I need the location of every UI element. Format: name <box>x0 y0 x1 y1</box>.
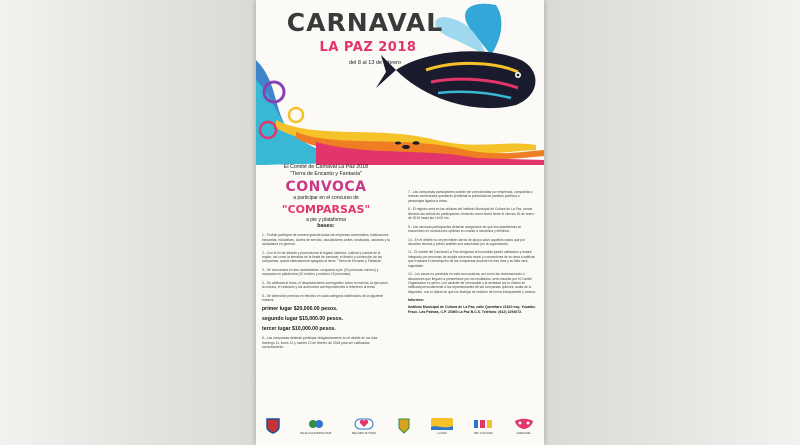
rule-9: 9.- Las carrozas participantes deberán asegurarse de que sus plataformas se encuentren en condiciones óptimas en cuanto a mecánica y eléctrica. <box>408 224 522 234</box>
modality-text: a pie y plataforma <box>306 216 346 223</box>
la-paz-wordmark-icon <box>431 418 453 430</box>
prize-second: segundo lugar $15,000.00 pesos. <box>262 316 344 323</box>
small-fish-1 <box>402 145 410 149</box>
rule-8: 8.- El registro será en las oficinas del Instituto Municipal de Cultura de La Paz, donde llenarán las cédula de participación, teniendo como fecha límite el viernes 26 de enero de 2018 hasta las 14:00 hrs. <box>408 207 535 221</box>
info-body: Instituto Municipal de Cultura de La Paz, calle Querétaro #1610 esq. Yucatán. Fracc. Las Palmas, C.P. 23060 La Paz B.C.S. Teléfono: (612) 1294072. <box>408 305 536 314</box>
swirl-dot-2 <box>289 108 303 122</box>
organizer-line-2: "Tierra de Encanto y Fantasía" <box>290 170 362 177</box>
logo-crest <box>397 418 411 435</box>
background-right <box>544 0 800 445</box>
rule-4: 4.- Se calificará el tema, el desplazamiento coreográfico sobre la marcha, la ejecución, la música, el vestuario y los accesorios correspondientes a referenes al tema. <box>262 280 389 290</box>
imc-icon <box>473 418 493 430</box>
carnaval-mask-icon <box>514 418 534 430</box>
comparsas-heading: "COMPARSAS" <box>281 202 371 216</box>
logo-shield <box>266 418 280 435</box>
bases-heading: bases: <box>317 223 335 230</box>
left-column <box>262 164 390 354</box>
info-label: Informes: <box>408 298 424 303</box>
logo-la-paz: LA PAZ <box>431 418 453 435</box>
logo-carnaval: CARNAVAL <box>514 418 534 435</box>
rule-3: 3.- Se concursará en dos modalidades: comparsa a pie (20 personas mínimo) y comparsa en plataforma (10 mínimo y máximo 15 personas). <box>262 267 379 277</box>
convoca-heading: CONVOCA <box>285 179 367 196</box>
right-column <box>408 190 536 314</box>
logo-seguro-futuro: SEGURO FUTURO <box>352 418 377 435</box>
rule-11: 11.- El comité del Carnaval La Paz designará al honorable jurado calificador y estará integrado por personas de amplia solvencia moral y conocedores de su área a calificar, que evaluará el desempeño de las comparsas durante los tres días y su fallo será inapelable. <box>408 250 536 268</box>
rule-10: 10.- En el desfile no se permitirán carros de apoyo salvo aquellos casos que por situación técnica y previo análisis sea autorizado por la organización. <box>408 237 526 246</box>
state-emblem-icon <box>308 418 324 430</box>
sponsor-logos <box>256 412 544 440</box>
prize-third: tercer lugar $10,000.00 pesos. <box>262 326 336 333</box>
small-fish-2 <box>413 141 420 145</box>
rule-1: 1.- Podrán participar de manera gratuita todas las empresas comerciales, instituciones bancarias, educativas, clubes de servicio, asociaciones civiles, sindicatos, camaras y la ciudadanía en general. <box>262 233 390 247</box>
invite-text: a participar en el concurso de <box>293 195 359 202</box>
small-fish-3 <box>395 142 401 145</box>
organizer-line-1: El Comité de Carnaval La Paz 2018 <box>283 164 369 170</box>
background-left <box>0 0 256 445</box>
rule-6: 6.- Las comparsas deberán participar obligatoriamente en el desfile de los días domingo 11, lunes 12 y martes 13 de febrero de 2018 para ser calificadas correctamente. <box>262 336 378 350</box>
shield-icon <box>266 418 280 434</box>
rule-2: 2.- Con el fin de difundir y promocionar el legado histórico, cultural y natural de la región, así como la temática de la fiesta de carnaval, el diseño y confección de las comparsas, queda estrictamente apegado al lema: "Tierra de Encanto y Fantasía". <box>262 250 383 264</box>
prize-first: primer lugar $20,000.00 pesos. <box>262 306 338 313</box>
fish-pupil <box>517 74 520 77</box>
crest-icon <box>397 418 411 434</box>
carnival-poster <box>256 0 544 445</box>
poster-subtitle: LA PAZ 2018 <box>319 40 417 55</box>
rule-5: 5.- Se obtendrán premios en efectivo en cada categoría distribuidos de la siguiente manera: <box>262 293 384 303</box>
logo-bcs: BAJA CALIFORNIA SUR <box>301 418 332 435</box>
rule-12: 12.- Los casos no previstos en esta convocatoria, así como las reclamaciones o situaciones que lleguen a presentarse por los resultados, será resuelto por el Comité Organizador en pleno, con carácter de irrevocable y la seriedad por lo mismo se ratificará personalmente a los representantes de las comparsas quienes, acata de lo dispuesto, con el objeto de que los festejos se realicen de forma transparente y ordena. <box>408 272 536 294</box>
poster-dates: del 8 al 13 de febrero <box>349 60 401 66</box>
rule-7: 7.- Las comparsas participantes podrán ser patrocinadas por empresas, compañías o marcas comerciales quedando prohibida la publicidad de partidos políticos o personajes ligados a éstos. <box>408 190 533 203</box>
poster-title: CARNAVAL <box>286 8 444 37</box>
logo-imc: IMC CULTURA <box>473 418 493 435</box>
heart-icon <box>354 418 374 430</box>
